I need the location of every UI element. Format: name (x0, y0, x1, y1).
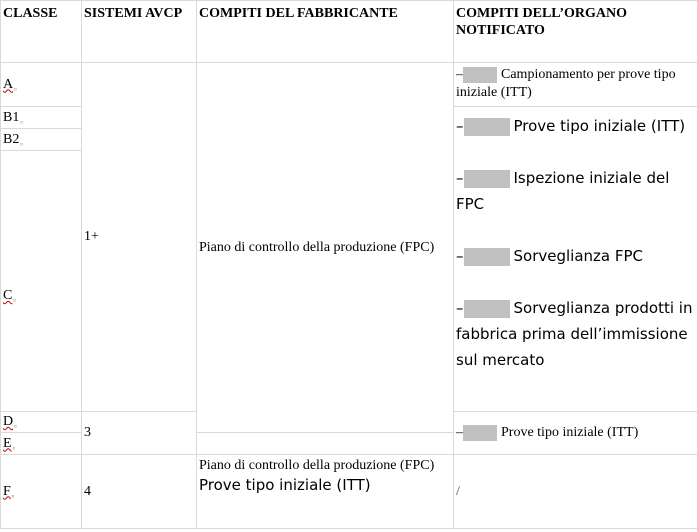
header-compiti-organo: COMPITI DELL’ORGANO NOTIFICATO (454, 1, 697, 63)
paragraph-mark-icon: ¤ (14, 425, 17, 430)
class-cell-b2 (1, 129, 82, 151)
class-cell-c (1, 151, 82, 412)
paragraph-mark-icon: ¤ (20, 120, 23, 126)
notified-task-itt-de: – Prove tipo iniziale (ITT) (454, 412, 697, 455)
notified-task-ispezione: – Ispezione iniziale del FPC (456, 169, 670, 213)
system-cell-3: 3 (82, 412, 197, 455)
header-sistemi-avcp: SISTEMI AVCP (82, 1, 197, 63)
task-campionamento-text: Campionamento per prove tipo iniziale (ITT) (456, 67, 676, 100)
paragraph-mark-icon: ¤ (13, 299, 16, 304)
manufacturer-itt-f: Prove tipo iniziale (ITT) (199, 476, 371, 494)
class-cell-e (1, 433, 82, 455)
redacted-block (464, 170, 510, 188)
redacted-block (463, 425, 497, 441)
class-label-b1: B1 (3, 109, 20, 125)
notified-tasks-cell (454, 107, 697, 412)
manufacturer-fpc-f: Piano di controllo della produzione (FPC) (199, 458, 435, 473)
system-cell-4: 4 (82, 455, 197, 529)
paragraph-mark-icon: ¤ (12, 446, 16, 452)
notified-task-sorveglianza-fpc: – Sorveglianza FPC (456, 247, 644, 265)
notified-task-campionamento (454, 63, 697, 107)
notified-task-itt: – Prove tipo iniziale (ITT) (456, 117, 686, 135)
class-label-e: E (3, 435, 12, 451)
class-cell-d (1, 412, 82, 433)
notified-task-sorveglianza-prodotti: – Sorveglianza prodotti in fabbrica prima dell’immissione sul mercato (456, 299, 693, 369)
header-compiti-fabbricante: COMPITI DEL FABBRICANTE (197, 1, 454, 63)
paragraph-mark-icon: ¤ (14, 87, 17, 93)
class-label-a: A (3, 76, 14, 92)
paragraph-mark-icon: ¤ (20, 142, 23, 148)
system-cell-1plus: 1+ (82, 63, 197, 412)
paragraph-mark-icon: ¤ (11, 494, 15, 500)
redacted-block (463, 67, 497, 83)
table-row-f (1, 455, 697, 529)
manufacturer-cell-empty (197, 433, 454, 455)
manufacturer-cell-fpc: Piano di controllo della produzione (FPC) (197, 63, 454, 433)
manufacturer-cell-f (197, 455, 454, 529)
redacted-block (464, 300, 510, 318)
header-row (1, 1, 697, 63)
class-cell-f (1, 455, 82, 529)
notified-none: / (454, 455, 697, 529)
class-label-b2: B2 (3, 131, 20, 147)
class-label-f: F (3, 483, 11, 499)
task-dash: – (456, 67, 463, 82)
class-cell-b1 (1, 107, 82, 129)
redacted-block (464, 118, 510, 136)
table-row-a (1, 63, 697, 107)
class-cell-a (1, 63, 82, 107)
header-classe: CLASSE (1, 1, 82, 63)
class-label-d: D (3, 414, 14, 429)
class-label-c: C (3, 288, 13, 303)
redacted-block (464, 248, 510, 266)
